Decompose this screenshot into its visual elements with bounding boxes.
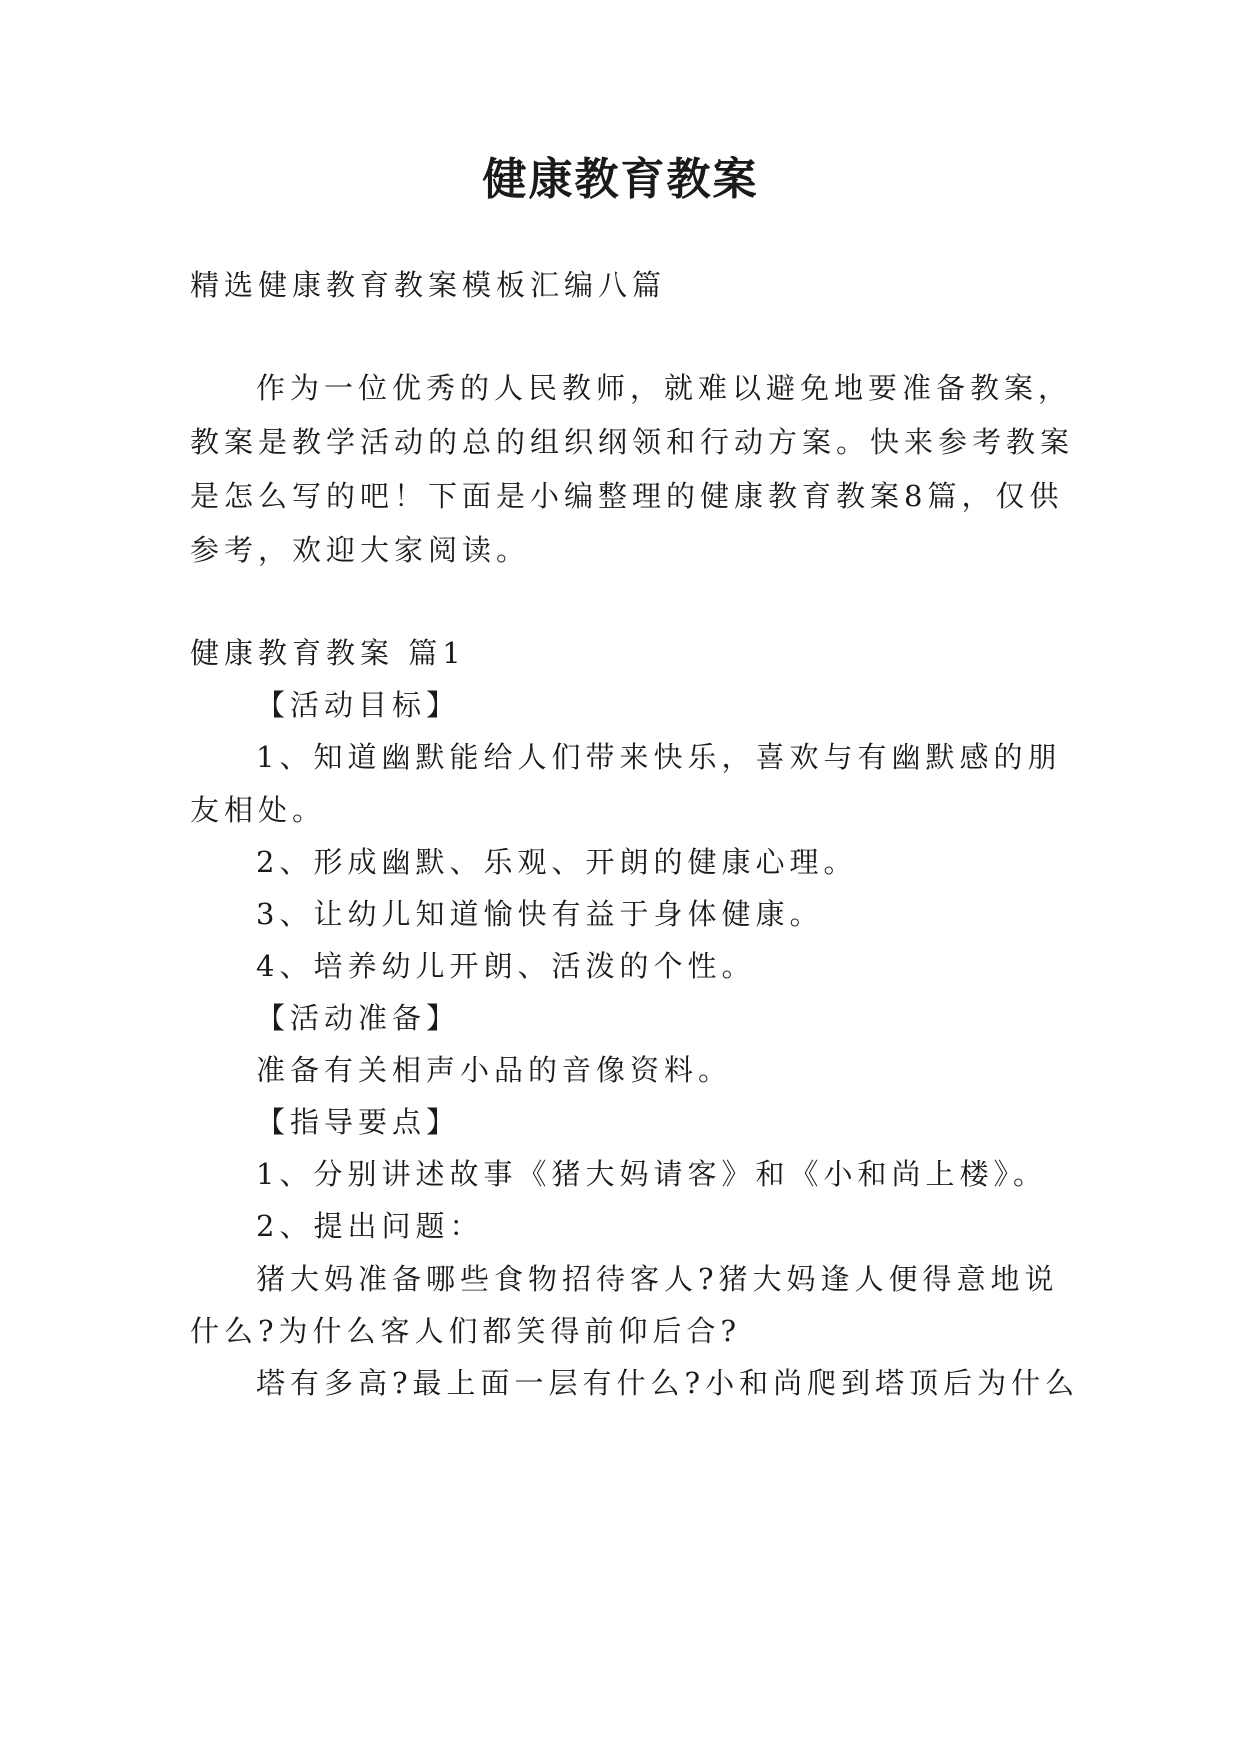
body-line: 猪大妈准备哪些食物招待客人?猪大妈逢人便得意地说 — [256, 1262, 1059, 1296]
document-subtitle: 精选健康教育教案模板汇编八篇 — [190, 268, 667, 302]
section-heading: 健康教育教案 篇1 — [190, 636, 466, 670]
body-line: 2、提出问题： — [256, 1209, 484, 1243]
bracket-heading: 【活动准备】 — [256, 1001, 461, 1035]
body-line: 什么?为什么客人们都笑得前仰后合? — [190, 1314, 742, 1348]
body-line: 1、知道幽默能给人们带来快乐，喜欢与有幽默感的朋 — [256, 740, 1062, 774]
body-line: 准备有关相声小品的音像资料。 — [256, 1053, 733, 1087]
body-line: 友相处。 — [190, 793, 327, 827]
bracket-heading: 【指导要点】 — [256, 1105, 461, 1139]
bracket-heading: 【活动目标】 — [256, 688, 461, 722]
intro-line: 教案是教学活动的总的组织纲领和行动方案。快来参考教案 — [190, 425, 1075, 459]
intro-line: 作为一位优秀的人民教师，就难以避免地要准备教案， — [256, 371, 1073, 405]
document-title: 健康教育教案 — [482, 154, 759, 205]
intro-line: 是怎么写的吧！下面是小编整理的健康教育教案8篇，仅供 — [190, 479, 1064, 513]
body-line: 塔有多高?最上面一层有什么?小和尚爬到塔顶后为什么 — [256, 1366, 1080, 1400]
intro-line: 参考，欢迎大家阅读。 — [190, 533, 531, 567]
body-line: 1、分别讲述故事《猪大妈请客》和《小和尚上楼》。 — [256, 1157, 1047, 1191]
body-line: 2、形成幽默、乐观、开朗的健康心理。 — [256, 845, 858, 879]
body-line: 4、培养幼儿开朗、活泼的个性。 — [256, 949, 756, 983]
body-line: 3、让幼儿知道愉快有益于身体健康。 — [256, 897, 824, 931]
